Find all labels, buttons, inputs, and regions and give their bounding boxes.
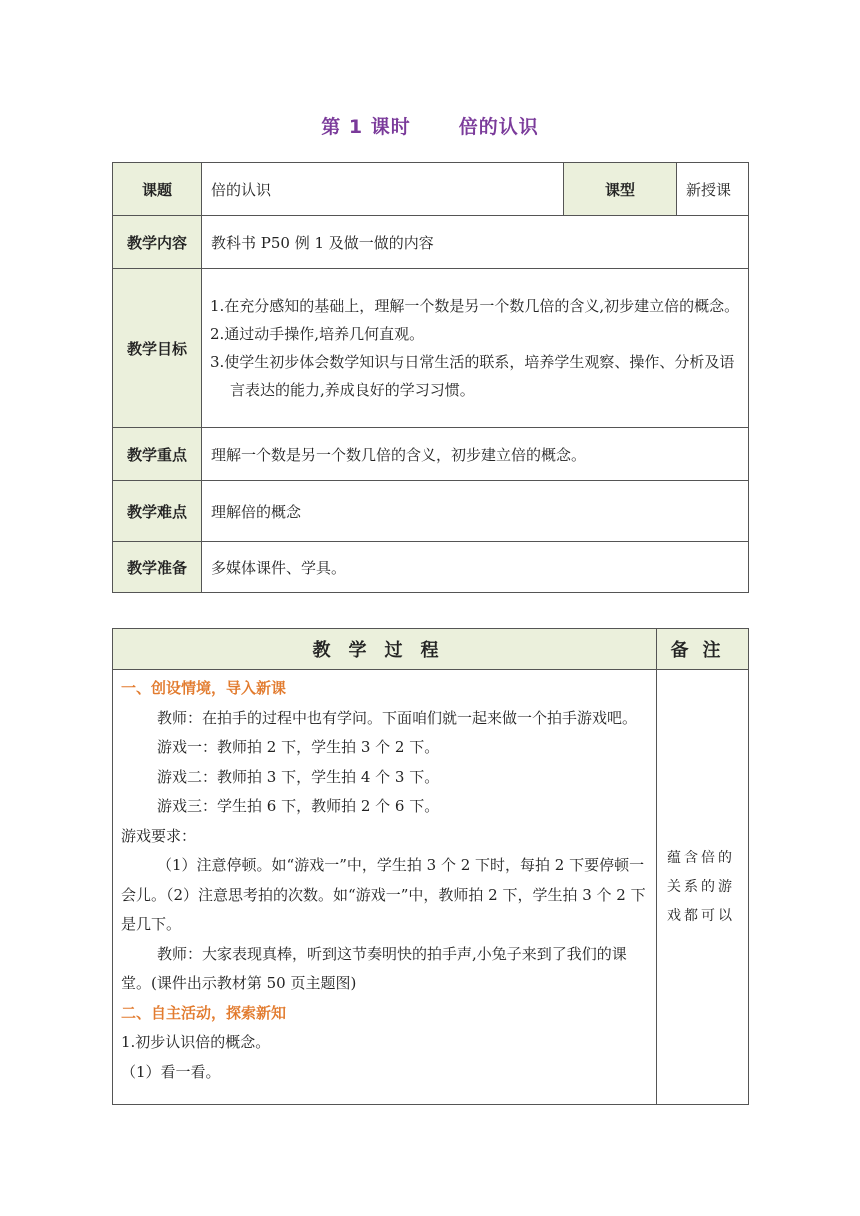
key-point-label: 教学重点 <box>113 428 202 481</box>
subject-value: 倍的认识 <box>202 163 564 216</box>
content-label: 教学内容 <box>113 216 202 269</box>
paragraph: （1）看一看。 <box>121 1062 221 1081</box>
paragraph: 1.初步认识倍的概念。 <box>121 1033 271 1051</box>
prep-label: 教学准备 <box>113 542 202 593</box>
difficulty-label: 教学难点 <box>113 481 202 542</box>
goal-item: 1.在充分感知的基础上，理解一个数是另一个数几倍的含义,初步建立倍的概念。 <box>210 297 740 315</box>
paragraph: 游戏一：教师拍 2 下，学生拍 3 个 2 下。 <box>157 738 440 756</box>
paragraph: 游戏要求： <box>121 826 197 845</box>
paragraph: （1）注意停顿。如“游戏一”中，学生拍 3 个 2 下时，每拍 2 下要停顿一会儿。（2）注意思考拍的次数。如“游戏一”中，教师拍 2 下，学生拍 3 个 2 下是几下。 <box>121 856 646 933</box>
section-heading: 一、创设情境，导入新课 <box>121 679 287 697</box>
subject-label: 课题 <box>113 163 202 216</box>
note-header: 备注 <box>657 629 749 670</box>
paragraph: 教师：大家表现真棒，听到这节奏明快的拍手声,小兔子来到了我们的课堂。(课件出示教材第 50 页主题图) <box>121 944 627 992</box>
key-point-value: 理解一个数是另一个数几倍的含义，初步建立倍的概念。 <box>202 428 749 481</box>
content-value: 教科书 P50 例 1 及做一做的内容 <box>202 216 749 269</box>
type-label: 课型 <box>564 163 677 216</box>
lesson-number: 第 1 课时 <box>321 116 411 138</box>
paragraph: 游戏二：教师拍 3 下，学生拍 4 个 3 下。 <box>157 767 440 786</box>
goals-list <box>202 269 749 428</box>
page-title <box>0 112 860 139</box>
lesson-topic: 倍的认识 <box>458 116 539 138</box>
goal-item: 2.通过动手操作,培养几何直观。 <box>210 325 425 343</box>
type-value: 新授课 <box>677 163 749 216</box>
goals-label: 教学目标 <box>113 269 202 428</box>
process-header: 教学过程 <box>113 629 657 670</box>
process-body <box>113 670 657 1105</box>
section-heading: 二、自主活动，探索新知 <box>121 1003 287 1022</box>
lesson-info-table <box>112 162 749 593</box>
paragraph: 游戏三：学生拍 6 下，教师拍 2 个 6 下。 <box>157 797 440 815</box>
paragraph: 教师：在拍手的过程中也有学问。下面咱们就一起来做一个拍手游戏吧。 <box>157 708 638 727</box>
prep-value: 多媒体课件、学具。 <box>202 542 749 593</box>
goal-item: 3.使学生初步体会数学知识与日常生活的联系，培养学生观察、操作、分析及语言表达的能力,养成良好的学习习惯。 <box>210 353 735 399</box>
note-text: 蕴含倍的关系的游戏都可以 <box>657 670 749 1105</box>
difficulty-value: 理解倍的概念 <box>202 481 749 542</box>
teaching-process-table <box>112 628 749 1105</box>
